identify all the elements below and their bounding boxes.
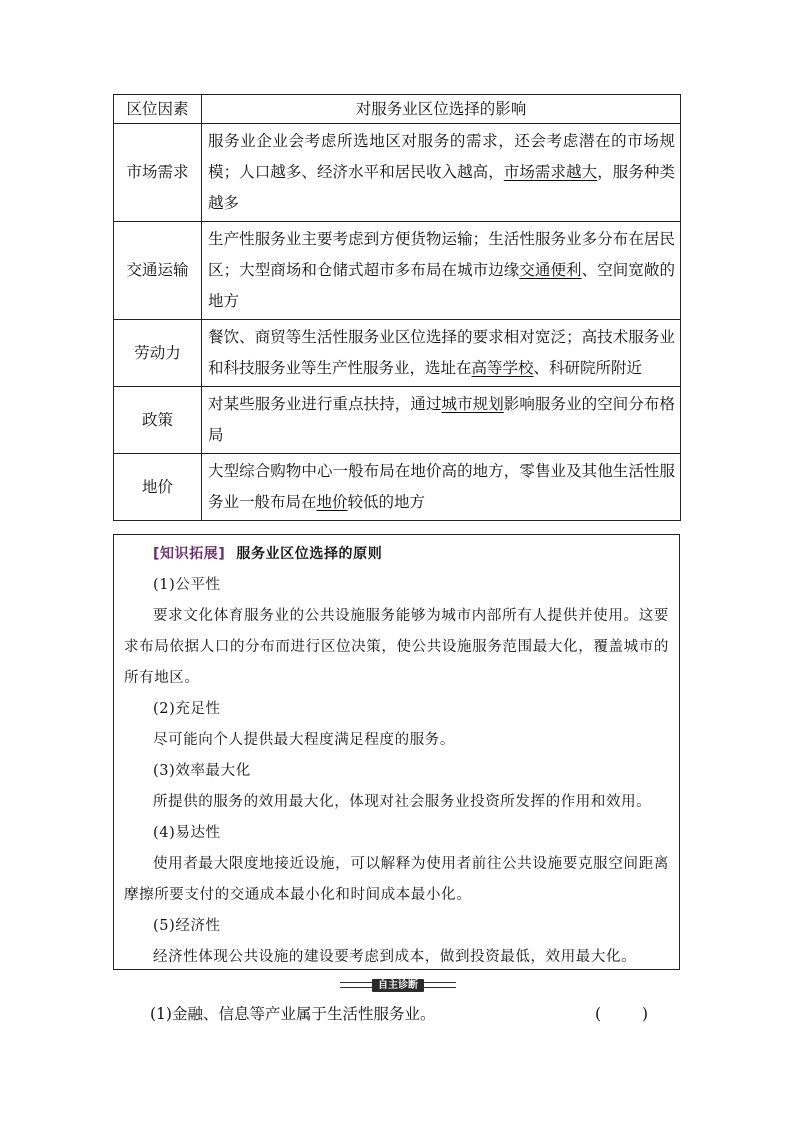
principle-heading: (4)易达性: [153, 825, 221, 841]
principle-body: 经济性体现公共设施的建设要考虑到成本，做到投资最低，效用最大化。: [153, 949, 637, 965]
principle-body: 要求文化体育服务业的公共设施服务能够为城市内部所有人提供并使用。这要求布局依据人口的分布而进行区位决策，使公共设施服务范围最大化，覆盖城市的所有地区。: [124, 608, 669, 686]
knowledge-extension-box: [113, 534, 680, 970]
table-row: [114, 222, 681, 320]
question-text: (1)金融、信息等产业属于生活性服务业。: [150, 1005, 436, 1023]
factor-cell: 政策: [114, 387, 202, 454]
factor-cell: 交通运输: [114, 222, 202, 320]
self-check-banner: [340, 978, 456, 992]
table-row: [114, 454, 681, 521]
underlined-keyword: 市场需求越大: [503, 163, 598, 181]
principle-heading: (2)充足性: [153, 701, 221, 717]
factor-cell: 市场需求: [114, 124, 202, 222]
self-check-question: [150, 1002, 670, 1026]
principle-heading: (3)效率最大化: [153, 763, 251, 779]
header-influence: 对服务业区位选择的影响: [202, 95, 681, 124]
influence-cell: 大型综合购物中心一般布局在地价高的地方，零售业及其他生活性服务业一般布局在地价较低的地方: [202, 454, 681, 521]
knowledge-title: 服务业区位选择的原则: [236, 546, 383, 562]
answer-blank[interactable]: ( ): [594, 1005, 666, 1023]
influence-cell: 对某些服务业进行重点扶持，通过城市规划影响服务业的空间分布格局: [202, 387, 681, 454]
underlined-keyword: 地价: [316, 493, 348, 511]
table-row: [114, 387, 681, 454]
underlined-keyword: 城市规划: [441, 395, 504, 413]
knowledge-title-line: [124, 539, 669, 570]
factor-cell: 劳动力: [114, 320, 202, 387]
table-header-row: [114, 95, 681, 124]
influence-cell: 服务业企业会考虑所选地区对服务的需求，还会考虑潜在的市场规模；人口越多、经济水平和居民收入越高，市场需求越大，服务种类越多: [202, 124, 681, 222]
knowledge-tag: [知识拓展]: [153, 546, 226, 562]
table-row: [114, 124, 681, 222]
factor-cell: 地价: [114, 454, 202, 521]
principle-body: 所提供的服务的效用最大化，体现对社会服务业投资所发挥的作用和效用。: [153, 794, 652, 810]
location-factors-table: [113, 94, 681, 521]
principle-body: 使用者最大限度地接近设施，可以解释为使用者前往公共设施要克服空间距离摩擦所要支付的交通成本最小化和时间成本最小化。: [124, 856, 669, 903]
table-row: [114, 320, 681, 387]
underlined-keyword: 高等学校: [471, 359, 534, 377]
banner-rule-left: [340, 982, 372, 988]
principle-heading: (5)经济性: [153, 918, 221, 934]
underlined-keyword: 交通便利: [519, 261, 582, 279]
principle-body: 尽可能向个人提供最大程度满足程度的服务。: [153, 732, 455, 748]
influence-cell: 餐饮、商贸等生活性服务业区位选择的要求相对宽泛；高技术服务业和科技服务业等生产性服务业，选址在高等学校、科研院所附近: [202, 320, 681, 387]
self-check-label: 自主诊断: [372, 979, 424, 992]
banner-rule-right: [424, 982, 456, 988]
header-factor: 区位因素: [114, 95, 202, 124]
influence-cell: 生产性服务业主要考虑到方便货物运输；生活性服务业多分布在居民区；大型商场和仓储式超市多布局在城市边缘交通便利、空间宽敞的地方: [202, 222, 681, 320]
principle-heading: (1)公平性: [153, 577, 221, 593]
